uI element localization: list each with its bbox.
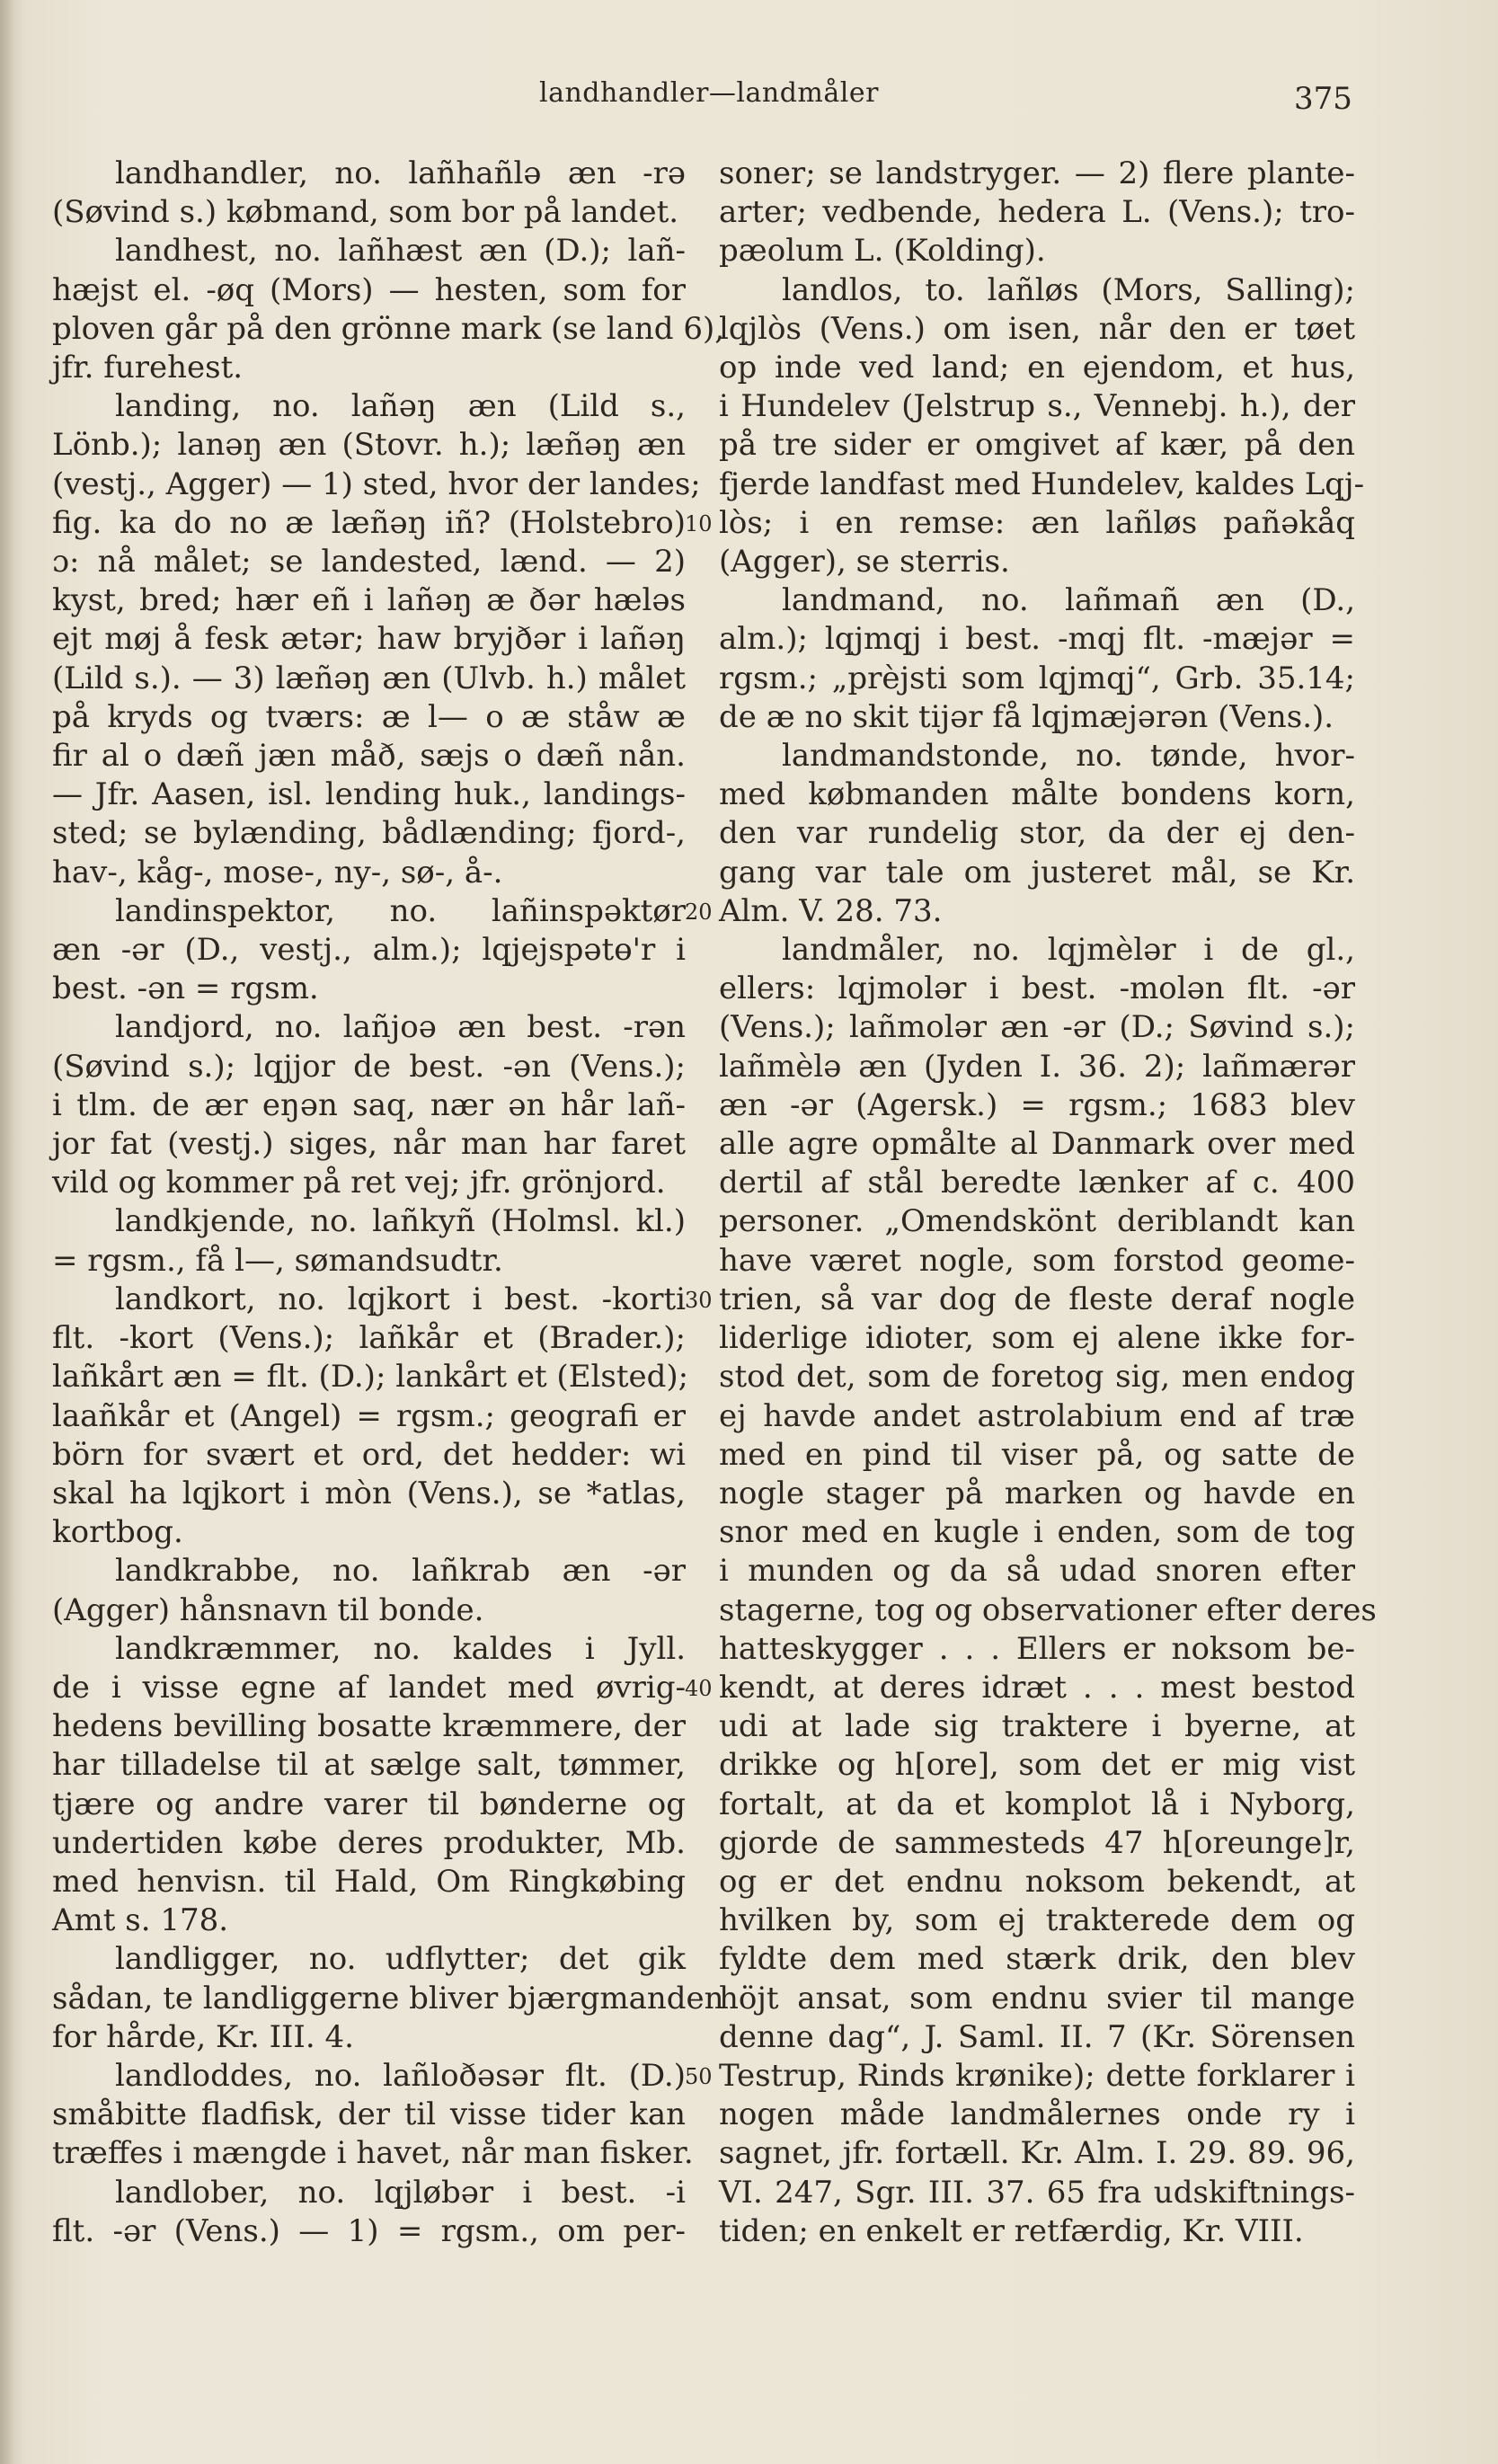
entry-line: gjorde de sammesteds 47 h[oreunge]r, [719, 1824, 1355, 1861]
entry-line: de i visse egne af landet med øvrig- [52, 1669, 686, 1706]
line-number: 50 [685, 2064, 713, 2089]
entry-line: skal ha lqjkort i mòn (Vens.), se *atlas, [52, 1475, 686, 1511]
entry-line: landkræmmer, no. kaldes i Jyll. [115, 1630, 686, 1667]
line-number: 20 [685, 900, 713, 925]
entry-line: vild og kommer på ret vej; jfr. grönjord. [52, 1165, 666, 1201]
entry-line: lqjlòs (Vens.) om isen, når den er tøet [719, 310, 1355, 347]
entry-line: sådan, te landliggerne bliver bjærgmanden [52, 1980, 724, 2016]
entry-line: gang var tale om justeret mål, se Kr. [719, 854, 1355, 891]
entry-line: lòs; i en remse: æn lañløs pañəkåq [719, 504, 1355, 541]
entry-line: fyldte dem med stærk drik, den blev [719, 1941, 1355, 1978]
entry-line: landing, no. lañəŋ æn (Lild s., [115, 388, 686, 425]
entry-line: — Jfr. Aasen, isl. lending huk., landings- [52, 776, 686, 813]
entry-line: på kryds og tværs: æ l— o æ ståw æ [52, 698, 686, 735]
entry-line: snor med en kugle i enden, som de tog [719, 1514, 1355, 1551]
entry-line: i tlm. de ær eŋən saq, nær ən hår lañ- [52, 1086, 686, 1123]
entry-line: landhandler, no. lañhañlə æn -rə [115, 155, 686, 191]
entry-line: höjt ansat, som endnu svier til mange [719, 1980, 1355, 2016]
entry-line: jor fat (vestj.) siges, når man har faret [52, 1126, 686, 1163]
entry-line: fjerde landfast med Hundelev, kaldes Lqj- [719, 465, 1365, 502]
entry-line: stod det, som de foretog sig, men endog [719, 1359, 1355, 1396]
entry-line: rgsm.; „prèjsti som lqjmqj“, Grb. 35.14; [719, 660, 1355, 696]
entry-line: (vestj., Agger) — 1) sted, hvor der landes; [52, 465, 701, 502]
entry-line: landmandstonde, no. tønde, hvor- [782, 738, 1355, 775]
entry-line: soner; se landstryger. — 2) flere plante- [719, 155, 1355, 191]
entry-line: landkjende, no. lañkyñ (Holmsl. kl.) [115, 1203, 686, 1240]
entry-line: den var rundelig stor, da der ej den- [719, 815, 1355, 852]
entry-line: hatteskygger . . . Ellers er noksom be- [719, 1630, 1355, 1667]
entry-line: landjord, no. lañjoə æn best. -rən [115, 1009, 686, 1046]
entry-line: kortbog. [52, 1514, 183, 1551]
entry-line: og er det endnu noksom bekendt, at [719, 1863, 1355, 1900]
line-number: 30 [685, 1288, 713, 1313]
entry-line: arter; vedbende, hedera L. (Vens.); tro- [719, 194, 1355, 231]
entry-line: de æ no skit tijər få lqjmæjərən (Vens.). [719, 698, 1334, 735]
entry-line: (Lild s.). — 3) læñəŋ æn (Ulvb. h.) målet [52, 660, 686, 696]
entry-line: tjære og andre varer til bønderne og [52, 1786, 686, 1822]
entry-line: denne dag“, J. Saml. II. 7 (Kr. Sörensen [719, 2018, 1355, 2055]
entry-line: hvilken by, som ej trakterede dem og [719, 1902, 1355, 1939]
entry-line: landmåler, no. lqjmèlər i de gl., [782, 932, 1355, 969]
page-header [0, 77, 1498, 120]
entry-line: småbitte fladfisk, der til visse tider kan [52, 2096, 686, 2133]
page-edge-shadow [0, 0, 14, 2464]
entry-line: Testrup, Rinds krønike); dette forklarer i [719, 2057, 1355, 2094]
entry-line: (Søvind s.) købmand, som bor på landet. [52, 194, 679, 231]
entry-line: hæjst el. -øq (Mors) — hesten, som for [52, 271, 686, 308]
entry-line: tiden; en enkelt er retfærdig, Kr. VIII. [719, 2212, 1304, 2249]
entry-line: har tilladelse til at sælge salt, tømmer, [52, 1747, 686, 1784]
entry-line: flt. -kort (Vens.); lañkår et (Brader.); [52, 1320, 686, 1357]
entry-line: (Søvind s.); lqjjor de best. -ən (Vens.); [52, 1048, 686, 1085]
entry-line: i Hundelev (Jelstrup s., Vennebj. h.), der [719, 388, 1355, 425]
entry-line: lañmèlə æn (Jyden I. 36. 2); lañmærər [719, 1048, 1355, 1085]
line-number: 10 [685, 511, 713, 536]
entry-line: hedens bevilling bosatte kræmmere, der [52, 1708, 686, 1745]
running-head: landhandler—landmåler [539, 77, 879, 109]
page-number: 375 [1294, 81, 1352, 117]
entry-line: landkrabbe, no. lañkrab æn -ər [115, 1553, 686, 1590]
entry-line: (Agger) hånsnavn til bonde. [52, 1591, 484, 1628]
entry-line: udi at lade sig traktere i byerne, at [719, 1708, 1355, 1745]
entry-line: på tre sider er omgivet af kær, på den [719, 427, 1355, 464]
entry-line: dertil af stål beredte lænker af c. 400 [719, 1165, 1355, 1201]
entry-line: (Vens.); lañmolər æn -ər (D.; Søvind s.); [719, 1009, 1355, 1046]
entry-line: Lönb.); lanəŋ æn (Stovr. h.); læñəŋ æn [52, 427, 686, 464]
entry-line: flt. -ər (Vens.) — 1) = rgsm., om per- [52, 2212, 686, 2249]
entry-line: ɔ: nå målet; se landested, lænd. — 2) [52, 544, 686, 581]
entry-line: ploven går på den grönne mark (se land 6), [52, 310, 725, 347]
entry-line: laañkår et (Angel) = rgsm.; geografi er [52, 1397, 686, 1434]
entry-line: op inde ved land; en ejendom, et hus, [719, 350, 1355, 386]
entry-line: fir al o dæñ jæn måð, sæjs o dæñ nån. [52, 738, 686, 775]
entry-line: best. -ən = rgsm. [52, 971, 319, 1007]
entry-line: æn -ər (D., vestj., alm.); lqjejspətɵ'r i [52, 932, 686, 969]
entry-line: sagnet, jfr. fortæll. Kr. Alm. I. 29. 89. 96, [719, 2135, 1355, 2172]
entry-line: liderlige idioter, som ej alene ikke for- [719, 1320, 1355, 1357]
entry-line: fortalt, at da et komplot lå i Nyborg, [719, 1786, 1355, 1822]
entry-line: alm.); lqjmqj i best. -mqj flt. -mæjər = [719, 621, 1355, 658]
entry-line: landhest, no. lañhæst æn (D.); lañ- [115, 233, 686, 270]
entry-line: personer. „Omendskönt deriblandt kan [719, 1203, 1355, 1240]
entry-line: med en pind til viser på, og satte de [719, 1436, 1355, 1473]
entry-line: med købmanden målte bondens korn, [719, 776, 1355, 813]
entry-line: = rgsm., få l—, sømandsudtr. [52, 1242, 503, 1279]
entry-line: med henvisn. til Hald, Om Ringkøbing [52, 1863, 686, 1900]
entry-line: fig. ka do no æ læñəŋ iñ? (Holstebro) [52, 504, 686, 541]
entry-line: kendt, at deres idræt . . . mest bestod [719, 1669, 1355, 1706]
entry-line: börn for svært et ord, det hedder: wi [52, 1436, 686, 1473]
entry-line: nogle stager på marken og havde en [719, 1475, 1355, 1511]
entry-line: Alm. V. 28. 73. [719, 892, 943, 929]
entry-line: trien, så var dog de fleste deraf nogle [719, 1281, 1355, 1317]
entry-line: kyst, bred; hær eñ i lañəŋ æ ðər hæləs [52, 582, 686, 619]
entry-line: jfr. furehest. [52, 350, 244, 386]
entry-line: sted; se bylænding, bådlænding; fjord-, [52, 815, 686, 852]
entry-line: landlober, no. lqjløbər i best. -i [115, 2174, 686, 2211]
right-column [719, 155, 1377, 2251]
entry-line: VI. 247, Sgr. III. 37. 65 fra udskiftnings- [719, 2174, 1355, 2211]
entry-line: i munden og da så udad snoren efter [719, 1553, 1355, 1590]
entry-line: træffes i mængde i havet, når man fisker. [52, 2135, 694, 2172]
entry-line: landlos, to. lañløs (Mors, Salling); [782, 271, 1355, 308]
entry-line: landinspektor, no. lañinspəktør [115, 892, 686, 929]
entry-line: ej havde andet astrolabium end af træ [719, 1397, 1355, 1434]
entry-line: ejt møj å fesk ætər; haw bryjðər i lañəŋ [52, 621, 686, 658]
entry-line: alle agre opmålte al Danmark over med [719, 1126, 1355, 1163]
entry-line: nogen måde landmålernes onde ry i [719, 2096, 1355, 2133]
entry-line: stagerne, tog og observationer efter deres [719, 1591, 1377, 1628]
entry-line: Amt s. 178. [52, 1902, 229, 1939]
entry-line: lañkårt æn = flt. (D.); lankårt et (Elsted); [52, 1359, 689, 1396]
line-number: 40 [685, 1676, 713, 1701]
entry-line: hav-, kåg-, mose-, ny-, sø-, å-. [52, 854, 503, 891]
entry-line: for hårde, Kr. III. 4. [52, 2018, 354, 2055]
entry-line: landkort, no. lqjkort i best. -korti [115, 1281, 686, 1317]
entry-line: undertiden købe deres produkter, Mb. [52, 1824, 686, 1861]
entry-line: ellers: lqjmolər i best. -molən flt. -ər [719, 971, 1355, 1007]
entry-line: drikke og h[ore], som det er mig vist [719, 1747, 1355, 1784]
entry-line: landloddes, no. lañloðəsər flt. (D.) [115, 2057, 686, 2094]
entry-line: æn -ər (Agersk.) = rgsm.; 1683 blev [719, 1086, 1355, 1123]
entry-line: landmand, no. lañmañ æn (D., [782, 582, 1355, 619]
entry-line: (Agger), se sterris. [719, 544, 1010, 581]
entry-line: pæolum L. (Kolding). [719, 233, 1046, 270]
entry-line: have været nogle, som forstod geome- [719, 1242, 1355, 1279]
entry-line: landligger, no. udflytter; det gik [115, 1941, 686, 1978]
